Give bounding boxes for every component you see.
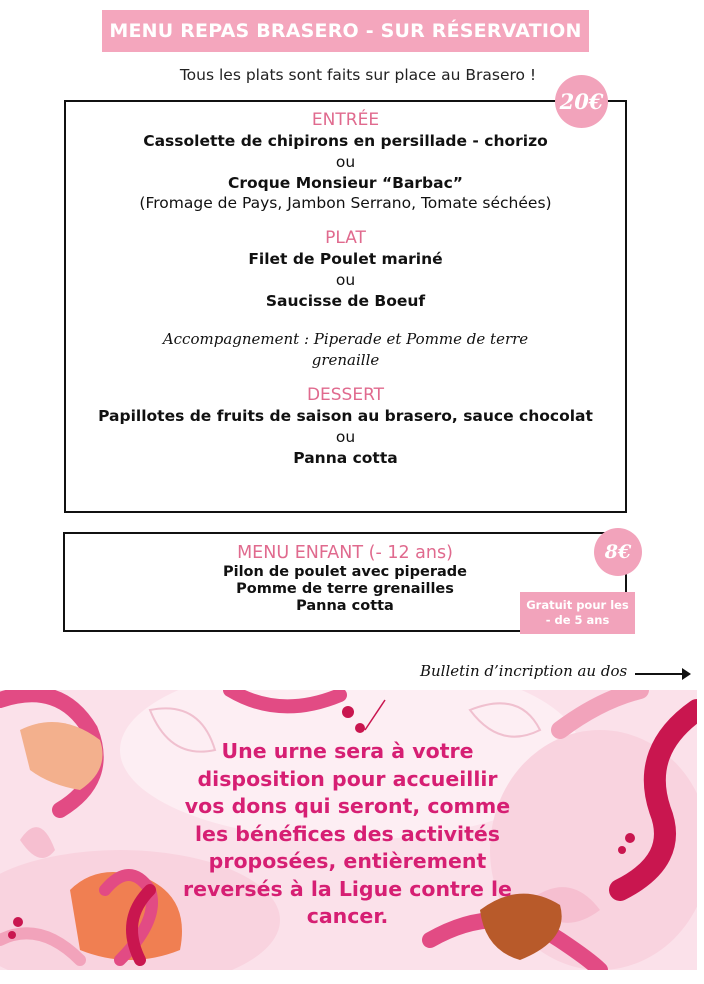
menu-title-banner xyxy=(102,10,589,52)
dessert-or: ou xyxy=(335,428,356,446)
entree-option-2-detail: (Fromage de Pays, Jambon Serrano, Tomate séchées) xyxy=(139,194,552,212)
menu-title: MENU REPAS BRASERO - SUR RÉSERVATION xyxy=(109,20,582,42)
menu-price-badge xyxy=(555,75,608,128)
subtitle-text: Tous les plats sont faits sur place au Brasero ! xyxy=(179,66,537,84)
free-line-2: - de 5 ans xyxy=(545,613,610,627)
child-item-1: Pilon de poulet avec piperade xyxy=(222,564,468,580)
donation-line-3: vos dons qui seront, comme xyxy=(184,794,511,818)
entree-option-1: Cassolette de chipirons en persillade - chorizo xyxy=(143,132,548,150)
donation-line-7: cancer. xyxy=(306,904,389,928)
donation-line-5: proposées, entièrement xyxy=(208,849,487,873)
plat-option-1: Filet de Poulet mariné xyxy=(248,250,443,268)
arrow-right-icon xyxy=(634,667,692,681)
donation-line-1: Une urne sera à votre xyxy=(221,739,474,763)
bulletin-text: Bulletin d’incription au dos xyxy=(420,662,628,680)
plat-or: ou xyxy=(335,271,356,289)
donation-line-4: les bénéfices des activités xyxy=(195,821,500,846)
dessert-title: DESSERT xyxy=(306,385,385,405)
plat-side-line-1: Accompagnement : Piperade et Pomme de terre xyxy=(162,330,529,348)
menu-price: 20€ xyxy=(559,89,604,114)
dessert-option-1: Papillotes de fruits de saison au brasero, sauce chocolat xyxy=(98,407,593,425)
child-menu-title: MENU ENFANT (- 12 ans) xyxy=(237,543,453,563)
plat-title: PLAT xyxy=(325,228,366,248)
free-under-5-badge xyxy=(520,592,635,634)
dessert-option-2: Panna cotta xyxy=(293,449,398,467)
main-menu-box xyxy=(64,100,627,513)
plat-option-2: Saucisse de Boeuf xyxy=(265,292,426,310)
donation-line-2: disposition pour accueillir xyxy=(197,766,498,791)
child-item-2: Pomme de terre grenailles xyxy=(236,581,454,597)
donation-line-6: reversés à la Ligue contre le xyxy=(183,876,512,901)
entree-option-2: Croque Monsieur “Barbac” xyxy=(228,174,463,192)
child-item-3: Panna cotta xyxy=(296,598,394,614)
plat-side-line-2: grenaille xyxy=(311,351,380,369)
free-line-1: Gratuit pour les xyxy=(526,598,629,612)
bulletin-note xyxy=(420,662,627,680)
child-price-badge xyxy=(594,528,642,576)
entree-title: ENTRÉE xyxy=(311,110,380,130)
donation-message xyxy=(170,738,525,931)
entree-or: ou xyxy=(335,153,356,171)
child-price: 8€ xyxy=(604,541,632,563)
donation-panel xyxy=(0,690,697,970)
